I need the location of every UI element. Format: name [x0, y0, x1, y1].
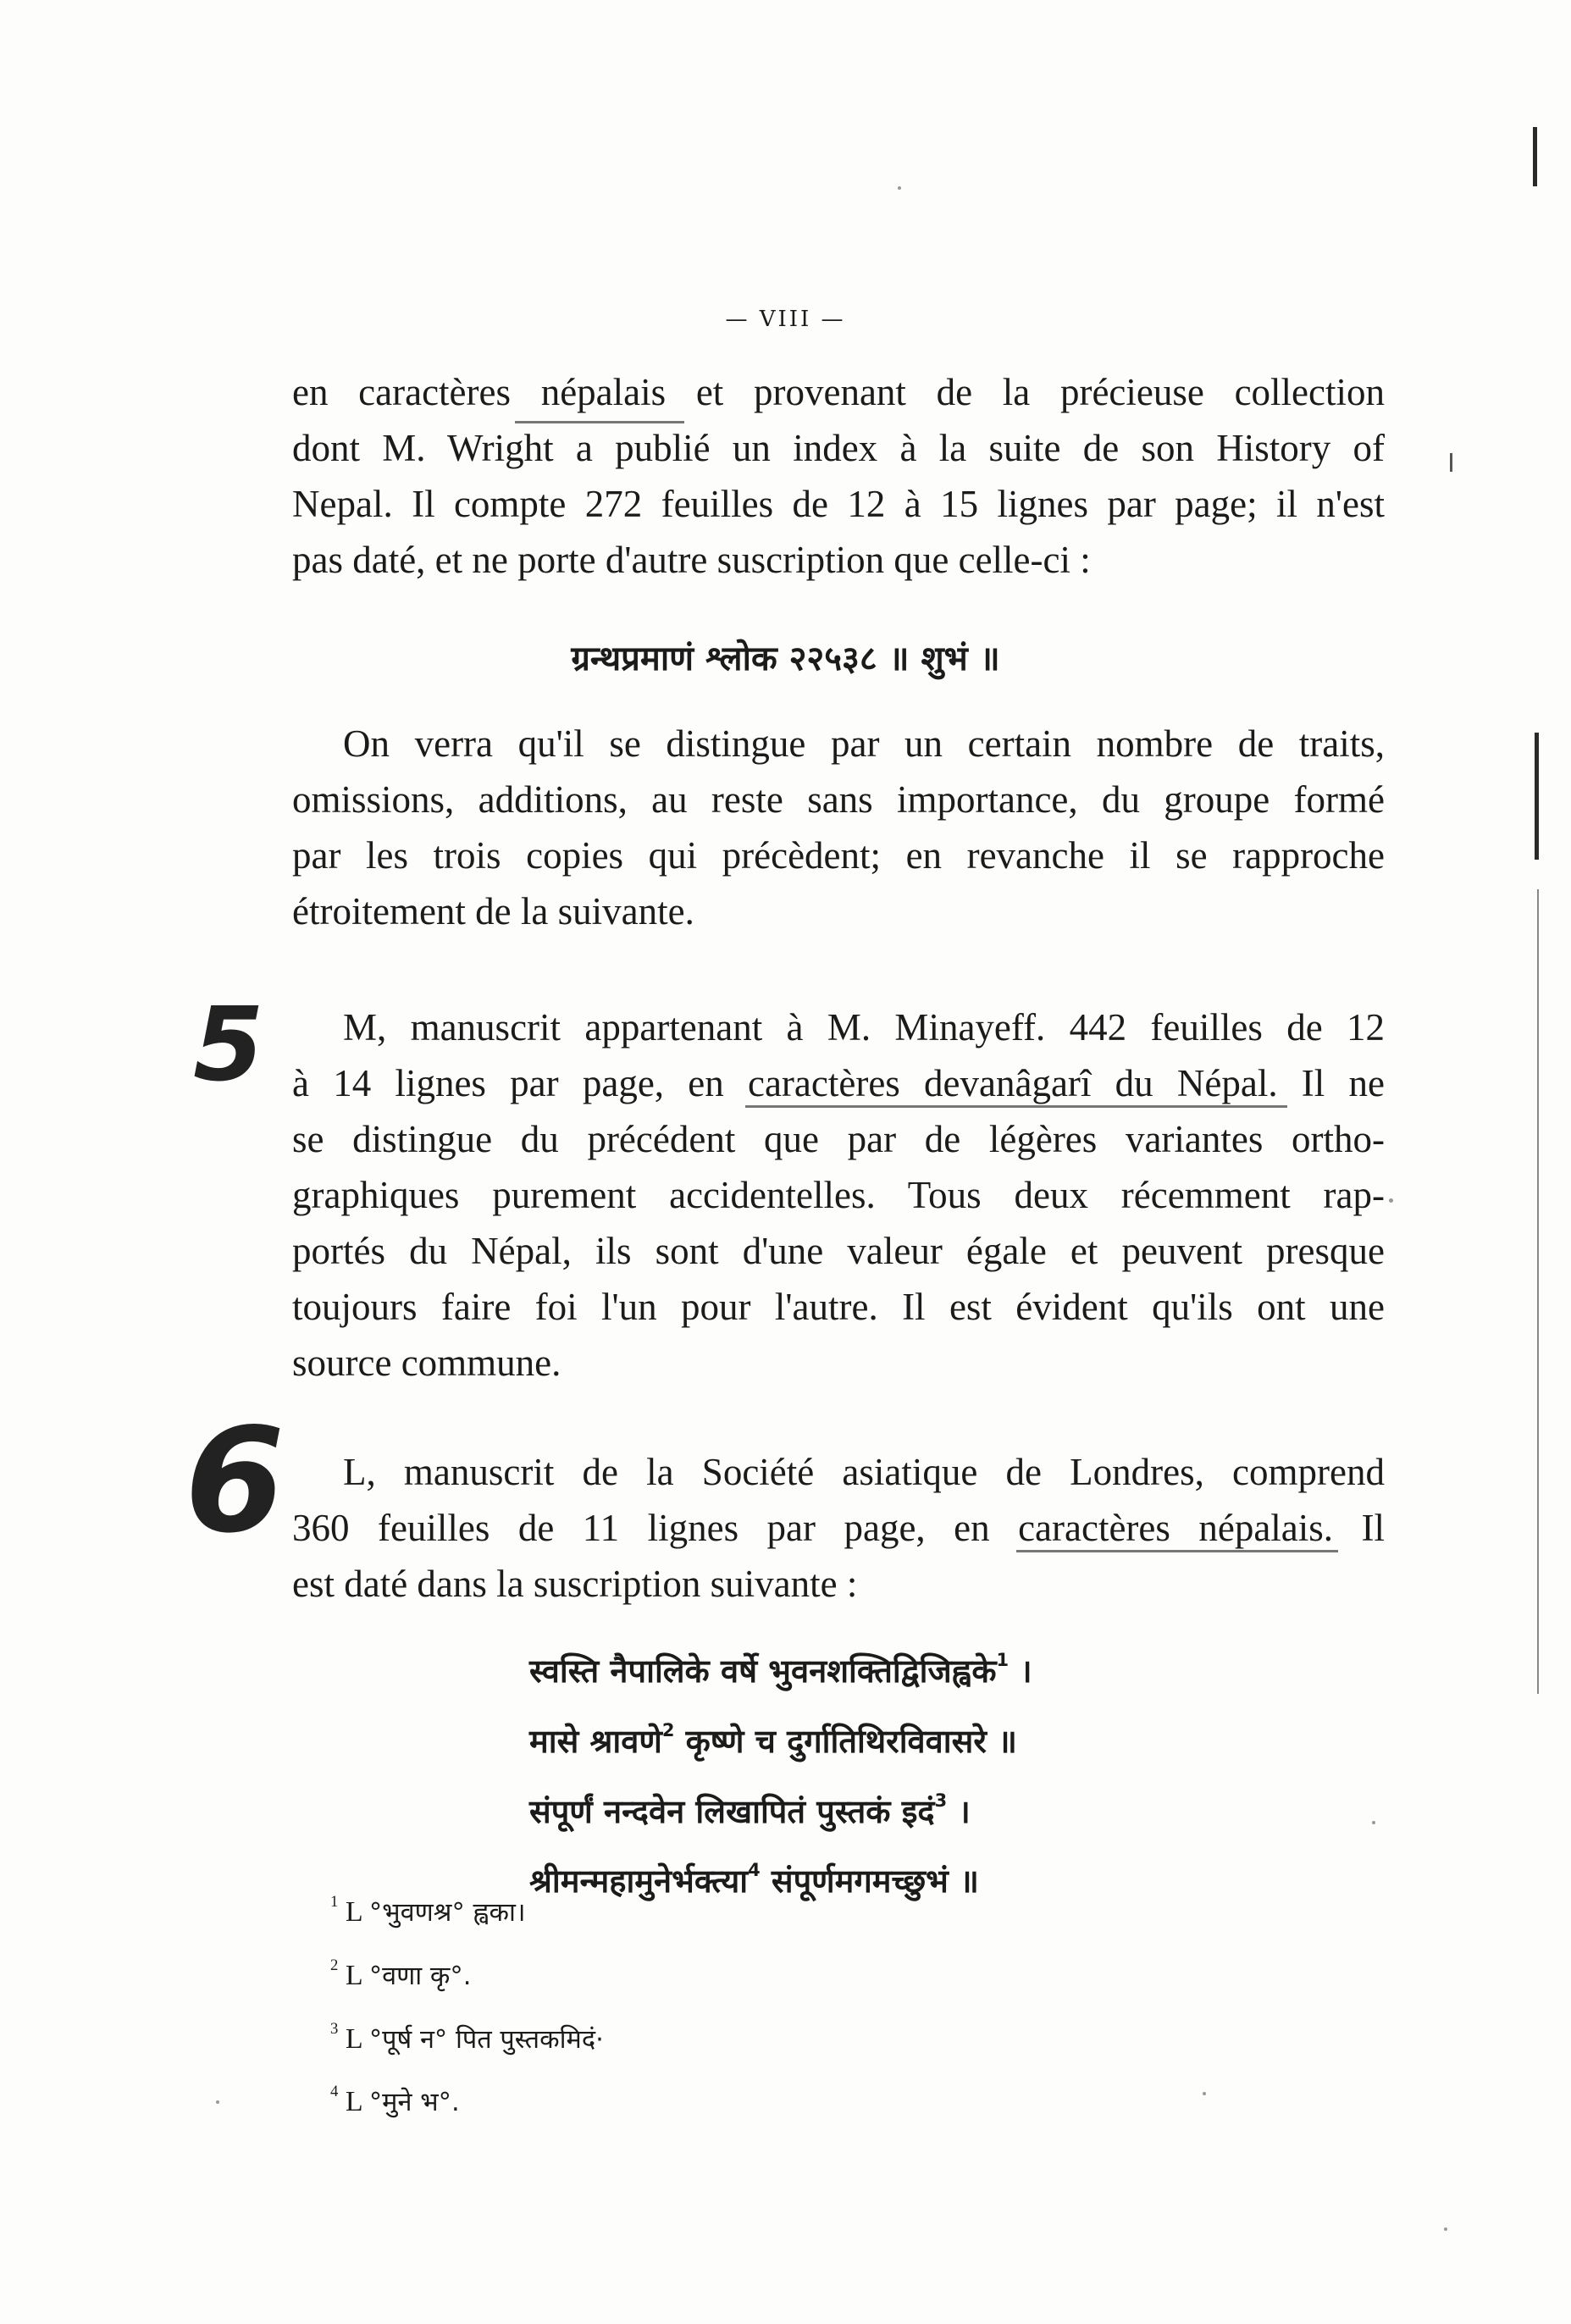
sanskrit-verse — [529, 1630, 1292, 1911]
paragraph-3 — [292, 999, 1385, 1391]
pencil-underline — [1016, 1550, 1338, 1552]
speck — [1444, 2227, 1447, 2231]
margin-annotation-5: 5 — [193, 987, 264, 1104]
paragraph-line: source commune. — [292, 1342, 561, 1384]
paragraph-line: toujours faire foi l'un pour l'autre. Il est évident qu'ils ont une — [292, 1286, 1385, 1328]
footnote: $^4$ L °मुने भ°. — [330, 2083, 460, 2118]
paragraph-line: dont M. Wright a publié un index à la suite de son History of — [292, 427, 1385, 469]
paragraph-line: pas daté, et ne porte d'autre suscription que celle-ci : — [292, 539, 1091, 581]
paragraph-line: portés du Népal, ils sont d'une valeur égale et peuvent presque — [292, 1230, 1385, 1272]
paragraph-2 — [292, 716, 1385, 939]
paragraph-line: par les trois copies qui précèdent; en revanche il se rapproche — [292, 834, 1385, 877]
paragraph-line: se distingue du précédent que par de légères variantes ortho- — [292, 1118, 1385, 1160]
scan-mark — [1535, 733, 1539, 860]
paragraph-line: à 14 lignes par page, en caractères devanâgarî du Népal. Il ne — [292, 1062, 1385, 1104]
footnote: $^3$ L °पूर्ष न° पित पुस्तकमिदं· — [330, 2019, 604, 2055]
speck — [1203, 2092, 1206, 2095]
paragraph-line: est daté dans la suscription suivante : — [292, 1563, 858, 1605]
paragraph-line: On verra qu'il se distingue par un certain nombre de traits, — [343, 722, 1385, 765]
paragraph-line: 360 feuilles de 11 lignes par page, en caractères népalais. Il — [292, 1507, 1385, 1549]
verse-line: स्वस्ति नैपालिके वर्षे भुवनशक्तिद्विजिह्वके$^1$ । — [529, 1650, 1032, 1690]
speck — [216, 2100, 219, 2104]
paragraph-line: Nepal. Il compte 272 feuilles de 12 à 15 lignes par page; il n'est — [292, 483, 1385, 525]
speck — [1389, 1198, 1393, 1203]
paragraph-1 — [292, 364, 1385, 588]
paragraph-line: M, manuscrit appartenant à M. Minayeff. 442 feuilles de 12 — [343, 1006, 1385, 1049]
paragraph-line: L, manuscrit de la Société asiatique de Londres, comprend — [343, 1451, 1385, 1493]
speck — [898, 186, 901, 190]
footnotes — [330, 1876, 604, 2129]
pencil-underline — [515, 421, 684, 423]
scan-mark — [1537, 889, 1539, 1694]
verse-line: श्रीमन्महामुनेर्भक्त्या$^4$ संपूर्णमगमच्छुभं ॥ — [529, 1860, 979, 1901]
paragraph-line: en caractères népalais et provenant de la précieuse collection — [292, 371, 1385, 413]
footnote: $^2$ L °वणा कृ°. — [330, 1956, 472, 1991]
footnote: $^1$ L °भुवणश्र° ह्वका। — [330, 1893, 526, 1928]
paragraph-4 — [292, 1444, 1385, 1612]
paragraph-line: étroitement de la suivante. — [292, 890, 694, 932]
pencil-underline — [745, 1105, 1287, 1108]
paragraph-line: omissions, additions, au reste sans importance, du groupe formé — [292, 778, 1385, 821]
verse-line: संपूर्णं नन्दवेन लिखापितं पुस्तकं इदं$^3$ । — [529, 1790, 971, 1830]
scan-mark — [1533, 127, 1537, 186]
paragraph-line: graphiques purement accidentelles. Tous deux récemment rap- — [292, 1174, 1385, 1216]
verse-line: मासे श्रावणे$^2$ कृष्णे च दुर्गातिथिरविवासरे ॥ — [529, 1719, 1017, 1760]
scan-mark — [1450, 453, 1452, 472]
margin-annotation-6: 6 — [185, 1397, 285, 1565]
colophon-line: ग्रन्थप्रमाणं श्लोक २२५३८ ॥ शुभं ॥ — [571, 639, 1000, 678]
speck — [1372, 1821, 1375, 1824]
page-number: — VIII — — [725, 307, 846, 332]
